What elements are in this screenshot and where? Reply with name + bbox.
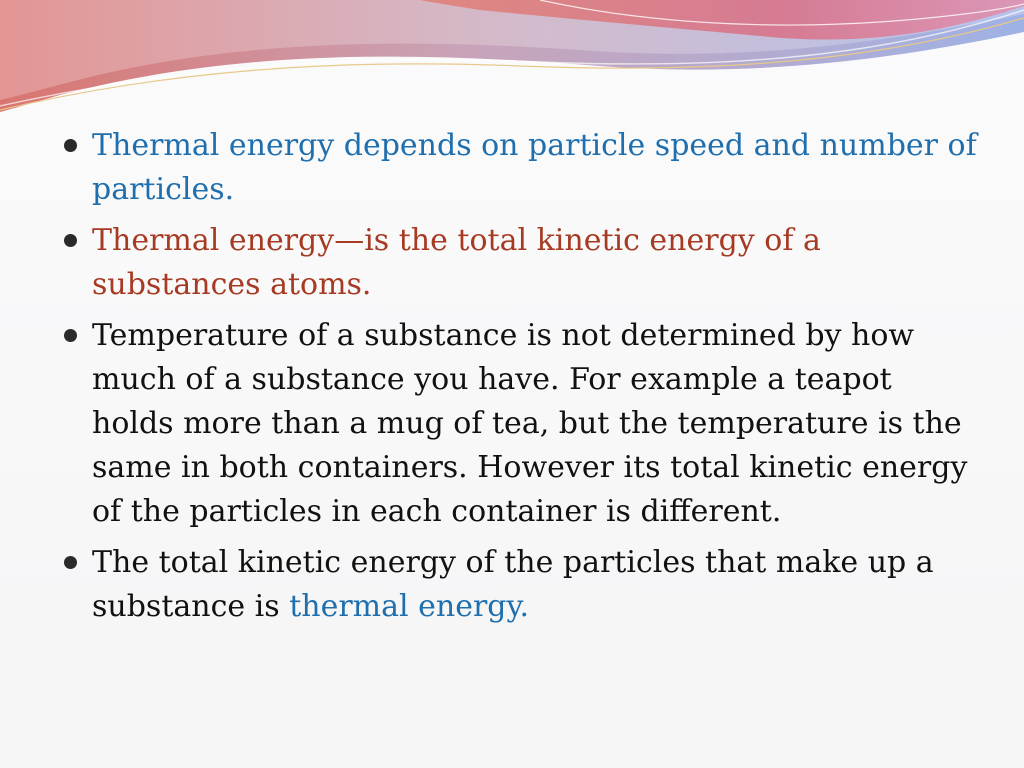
bullet-text: The total kinetic energy of the particles that make up a substance is: [92, 545, 934, 624]
bullet-text: Temperature of a substance is not determined by how much of a substance you have. For example a teapot holds more than a mug of tea, but the temperature is the same in both containers. However its total kinetic energy of the particles in each container is different.: [92, 318, 968, 529]
bullet-icon: [64, 234, 77, 247]
bullet-text: Thermal energy—is the total kinetic energy of a substances atoms.: [92, 223, 821, 302]
highlight-term: thermal energy.: [289, 589, 530, 624]
bullet-icon: [64, 556, 77, 569]
bullet-item: [60, 314, 980, 534]
bullet-list: [60, 124, 980, 636]
bullet-icon: [64, 139, 77, 152]
bullet-item: [60, 219, 980, 307]
bullet-text: Thermal energy depends on particle speed and number of particles.: [92, 128, 977, 207]
bullet-icon: [64, 329, 77, 342]
header-wave-decoration: [0, 0, 1024, 130]
bullet-item: [60, 124, 980, 212]
bullet-item: [60, 541, 980, 629]
